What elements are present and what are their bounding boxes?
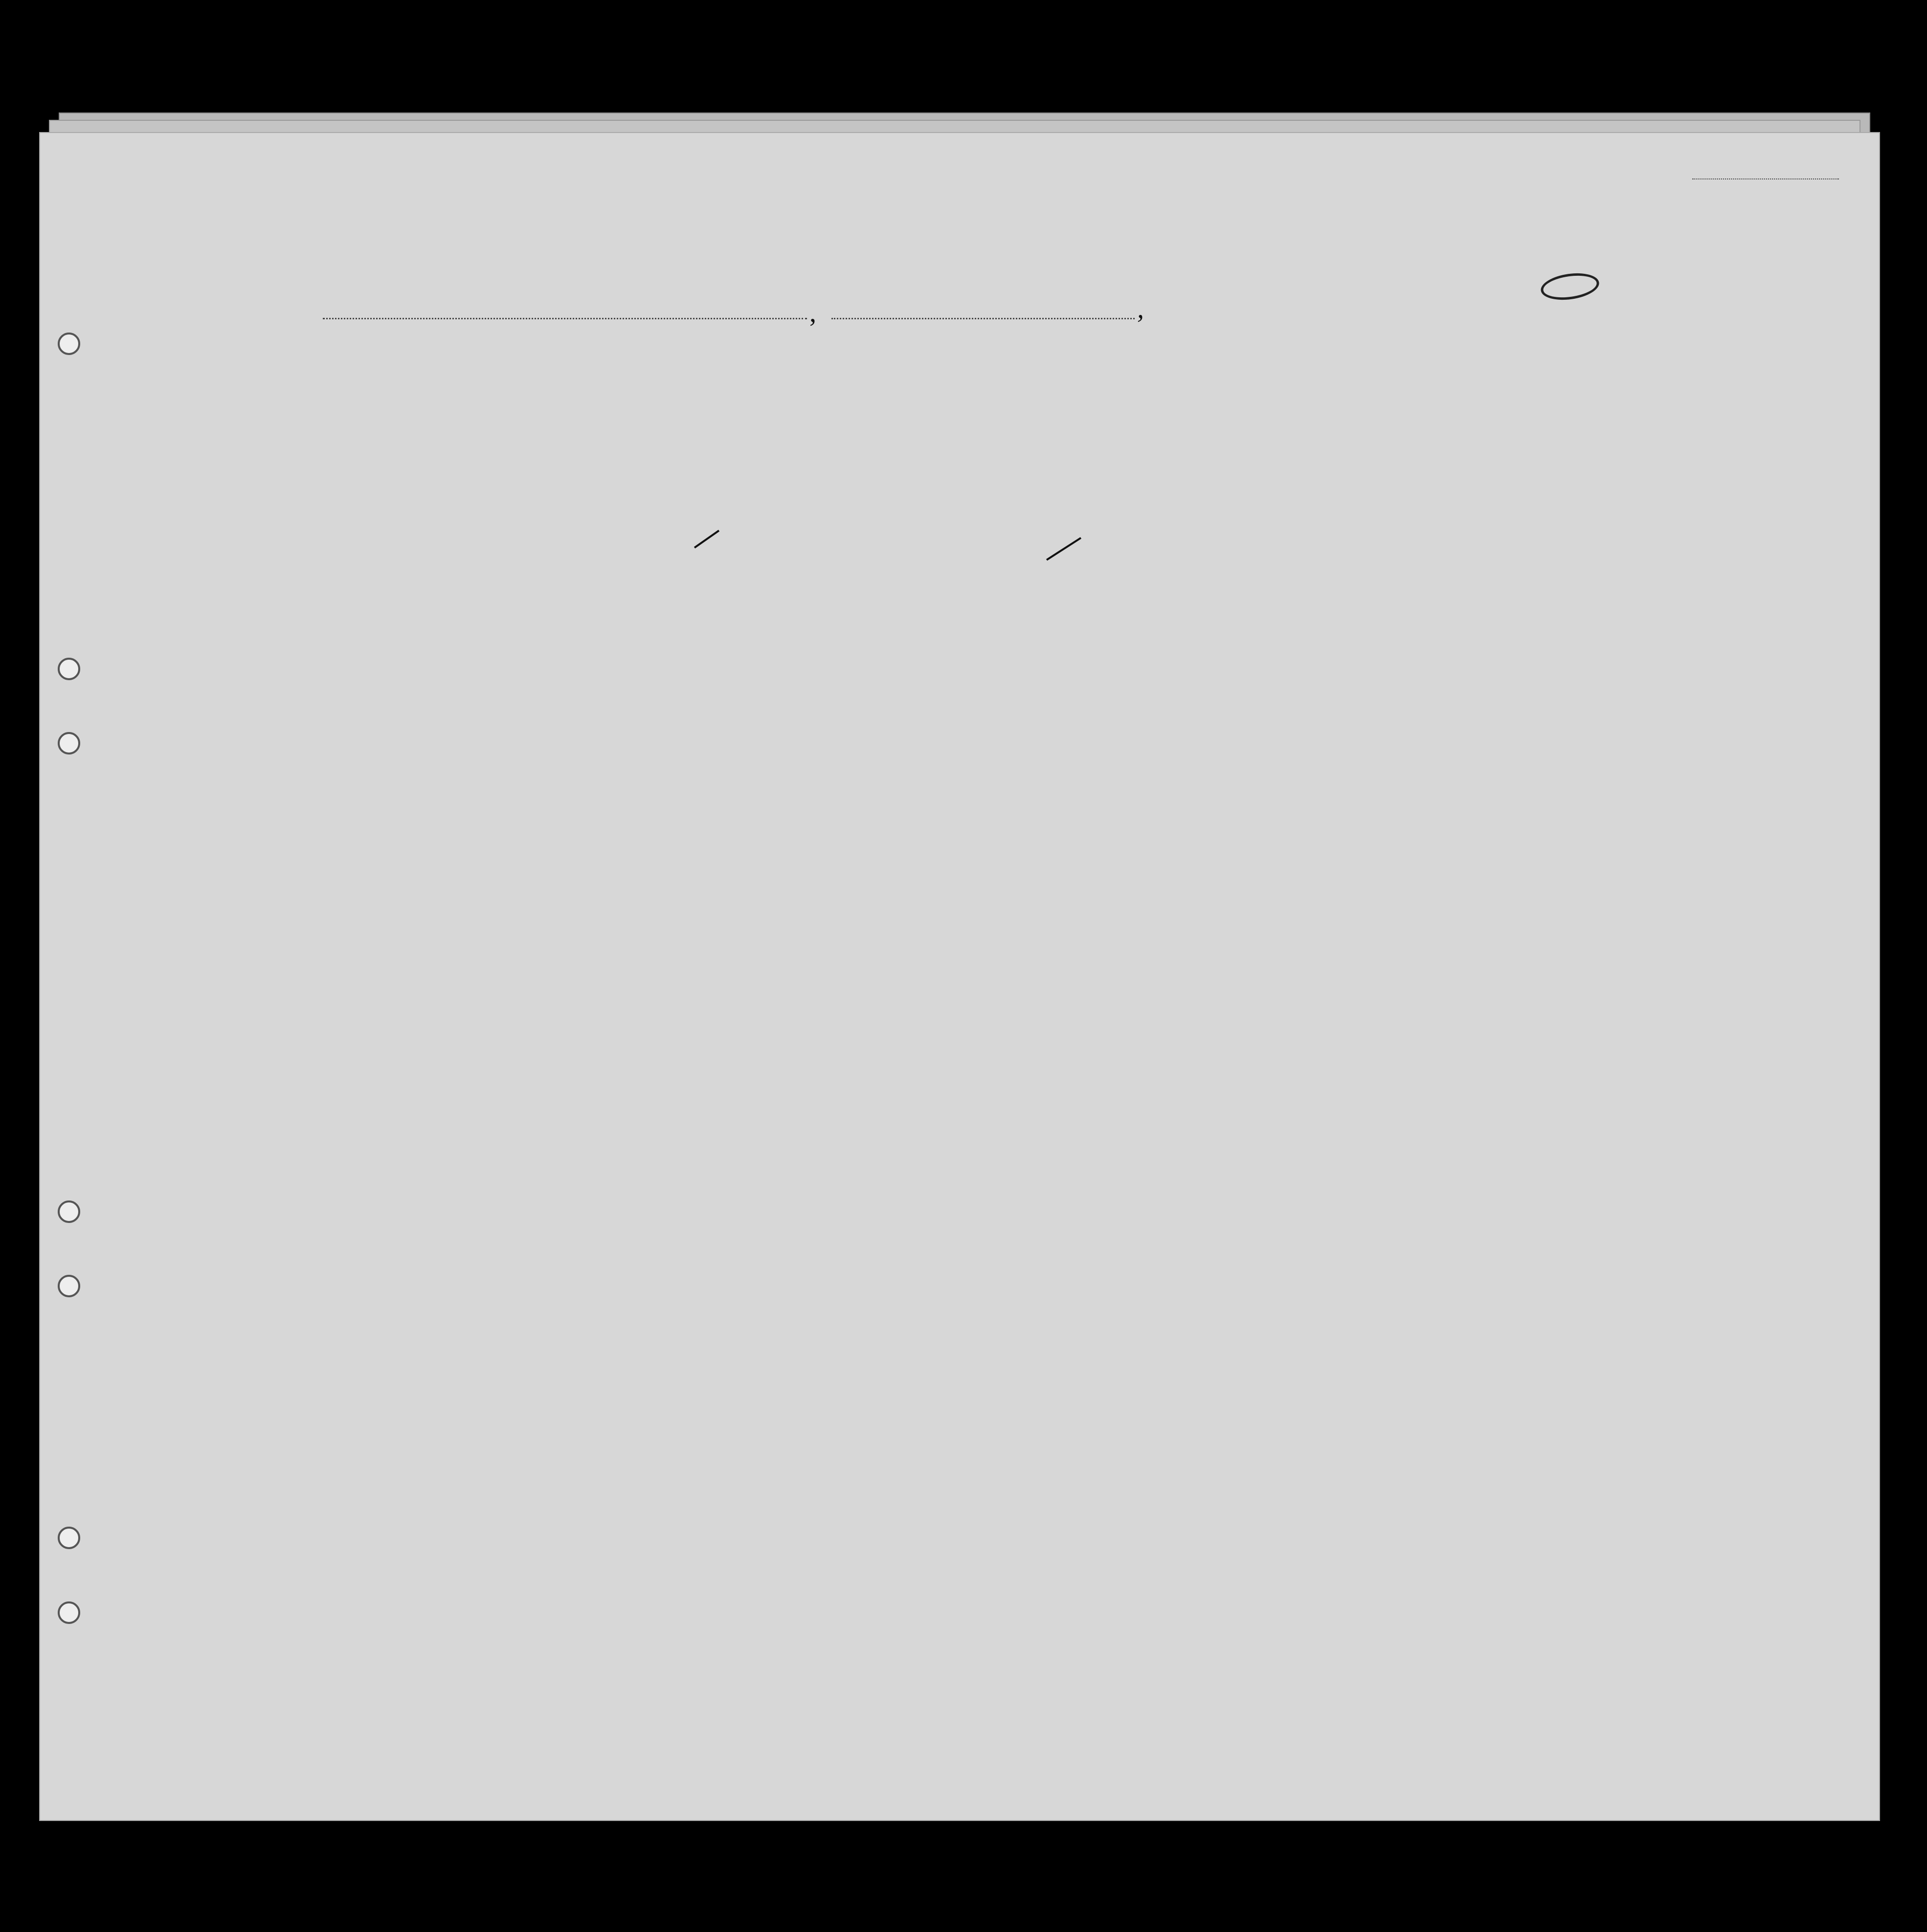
binder-hole xyxy=(58,732,80,755)
binder-hole xyxy=(58,1527,80,1549)
check-mark xyxy=(695,531,719,548)
year-suffix: , xyxy=(1137,294,1144,324)
binder-hole xyxy=(58,1601,80,1624)
binder-hole xyxy=(58,333,80,355)
comma: , xyxy=(809,298,816,328)
binder-hole xyxy=(58,658,80,680)
check-mark xyxy=(1047,538,1081,560)
binder-hole xyxy=(58,1200,80,1223)
binder-hole xyxy=(58,1275,80,1297)
